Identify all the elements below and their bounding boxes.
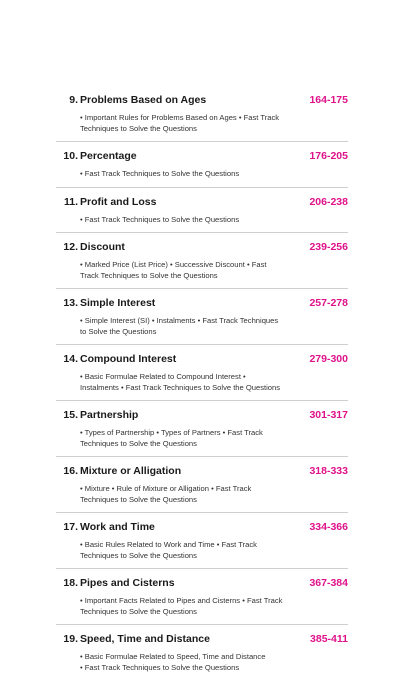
chapter-title: Profit and Loss xyxy=(80,194,309,210)
toc-entry xyxy=(56,295,348,337)
chapter-number: 13. xyxy=(56,295,78,311)
page-range: 239-256 xyxy=(309,239,348,255)
topic-line: • Basic Formulae Related to Speed, Time and Distance xyxy=(80,652,285,663)
entry-divider xyxy=(56,344,348,345)
topic-line: • Fast Track Techniques to Solve the Questions xyxy=(80,663,285,673)
chapter-title: Simple Interest xyxy=(80,295,309,311)
table-of-contents xyxy=(56,92,348,673)
chapter-title: Problems Based on Ages xyxy=(80,92,309,108)
toc-entry-heading xyxy=(56,194,348,210)
topic-line: • Basic Rules Related to Work and Time • Fast Track Techniques to Solve the Questions xyxy=(80,540,285,561)
toc-entry xyxy=(56,92,348,134)
chapter-title: Percentage xyxy=(80,148,309,164)
topic-line: • Fast Track Techniques to Solve the Questions xyxy=(80,169,285,180)
page-range: 206-238 xyxy=(309,194,348,210)
chapter-title: Mixture or Alligation xyxy=(80,463,309,479)
toc-entry-heading xyxy=(56,407,348,423)
chapter-number: 15. xyxy=(56,407,78,423)
chapter-topics xyxy=(80,652,285,673)
chapter-number: 17. xyxy=(56,519,78,535)
chapter-number: 12. xyxy=(56,239,78,255)
page-range: 279-300 xyxy=(309,351,348,367)
topic-line: • Simple Interest (SI) • Instalments • Fast Track Techniques to Solve the Questions xyxy=(80,316,285,337)
chapter-topics xyxy=(80,215,285,226)
topic-line: • Marked Price (List Price) • Successive Discount • Fast Track Techniques to Solve the Questions xyxy=(80,260,285,281)
page-range: 385-411 xyxy=(310,631,348,647)
topic-line: • Important Rules for Problems Based on Ages • Fast Track Techniques to Solve the Questions xyxy=(80,113,285,134)
toc-entry-heading xyxy=(56,239,348,255)
chapter-title: Compound Interest xyxy=(80,351,309,367)
entry-divider xyxy=(56,512,348,513)
entry-divider xyxy=(56,232,348,233)
chapter-topics xyxy=(80,596,285,617)
chapter-title: Partnership xyxy=(80,407,309,423)
chapter-title: Speed, Time and Distance xyxy=(80,631,310,647)
page-range: 176-205 xyxy=(309,148,348,164)
chapter-number: 19. xyxy=(56,631,78,647)
toc-entry xyxy=(56,239,348,281)
entry-divider xyxy=(56,568,348,569)
chapter-number: 10. xyxy=(56,148,78,164)
toc-entry-heading xyxy=(56,631,348,647)
chapter-topics xyxy=(80,260,285,281)
chapter-topics xyxy=(80,372,285,393)
toc-entry xyxy=(56,351,348,393)
toc-entry xyxy=(56,631,348,673)
toc-entry xyxy=(56,575,348,617)
chapter-title: Discount xyxy=(80,239,309,255)
toc-entry-heading xyxy=(56,295,348,311)
chapter-topics xyxy=(80,428,285,449)
chapter-title: Pipes and Cisterns xyxy=(80,575,309,591)
toc-entry xyxy=(56,519,348,561)
toc-entry-heading xyxy=(56,575,348,591)
chapter-topics xyxy=(80,113,285,134)
chapter-topics xyxy=(80,316,285,337)
entry-divider xyxy=(56,624,348,625)
toc-entry xyxy=(56,148,348,180)
entry-divider xyxy=(56,141,348,142)
toc-entry-heading xyxy=(56,519,348,535)
toc-entry xyxy=(56,194,348,226)
chapter-topics xyxy=(80,484,285,505)
chapter-number: 16. xyxy=(56,463,78,479)
entry-divider xyxy=(56,187,348,188)
chapter-topics xyxy=(80,169,285,180)
page-range: 318-333 xyxy=(309,463,348,479)
toc-entry-heading xyxy=(56,92,348,108)
topic-line: • Types of Partnership • Types of Partners • Fast Track Techniques to Solve the Questions xyxy=(80,428,285,449)
entry-divider xyxy=(56,288,348,289)
page-range: 257-278 xyxy=(309,295,348,311)
chapter-number: 11. xyxy=(56,194,78,210)
toc-entry xyxy=(56,407,348,449)
toc-entry-heading xyxy=(56,148,348,164)
chapter-number: 14. xyxy=(56,351,78,367)
page-range: 334-366 xyxy=(309,519,348,535)
entry-divider xyxy=(56,456,348,457)
toc-entry-heading xyxy=(56,463,348,479)
page-range: 164-175 xyxy=(309,92,348,108)
topic-line: • Important Facts Related to Pipes and Cisterns • Fast Track Techniques to Solve the Questions xyxy=(80,596,285,617)
page-range: 367-384 xyxy=(309,575,348,591)
topic-line: • Mixture • Rule of Mixture or Alligation • Fast Track Techniques to Solve the Questions xyxy=(80,484,285,505)
topic-line: • Fast Track Techniques to Solve the Questions xyxy=(80,215,285,226)
topic-line: • Basic Formulae Related to Compound Interest • Instalments • Fast Track Techniques to Solve the Questions xyxy=(80,372,285,393)
chapter-topics xyxy=(80,540,285,561)
chapter-number: 9. xyxy=(56,92,78,108)
toc-entry xyxy=(56,463,348,505)
toc-entry-heading xyxy=(56,351,348,367)
page-range: 301-317 xyxy=(309,407,348,423)
chapter-title: Work and Time xyxy=(80,519,309,535)
entry-divider xyxy=(56,400,348,401)
chapter-number: 18. xyxy=(56,575,78,591)
